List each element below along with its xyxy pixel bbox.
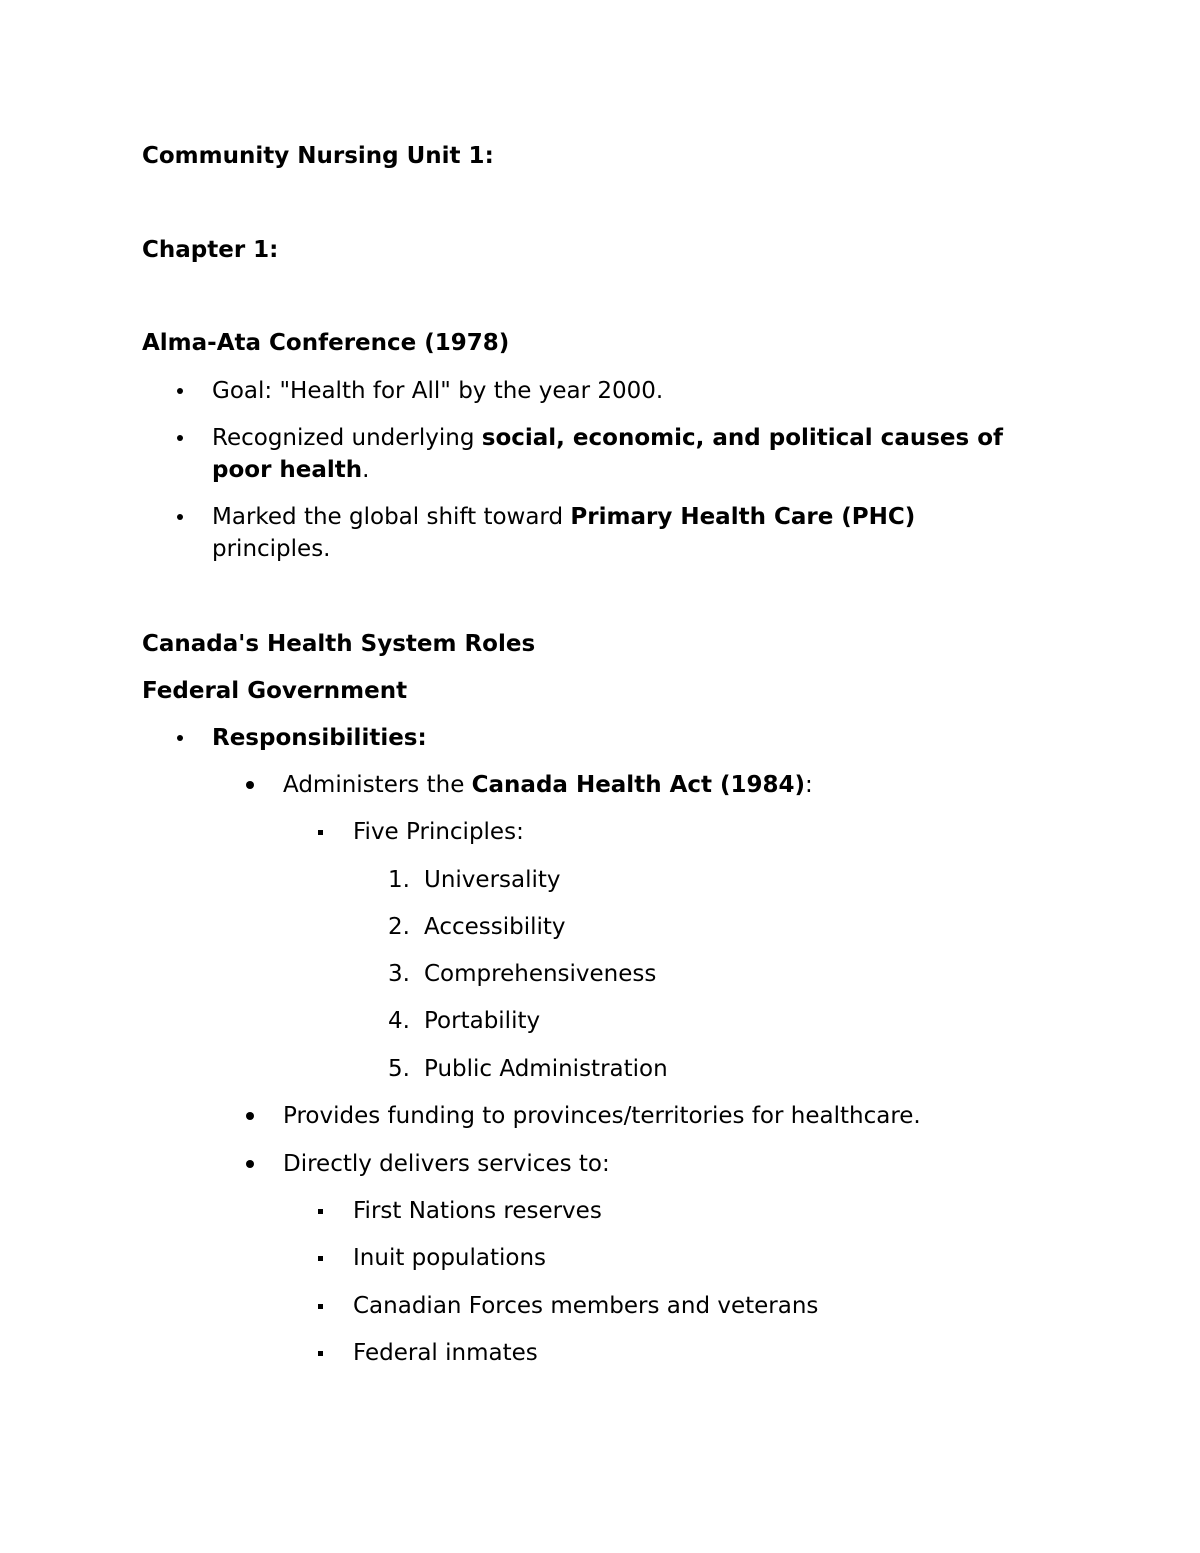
principle-number: 3. bbox=[388, 961, 410, 987]
bullet-dot bbox=[177, 435, 183, 441]
service-group-item: Federal inmates bbox=[353, 1340, 538, 1366]
bullet-square bbox=[318, 1209, 323, 1214]
responsibilities-label: Responsibilities: bbox=[212, 725, 427, 751]
canada-heading: Canada's Health System Roles bbox=[142, 631, 536, 657]
bullet-square bbox=[318, 830, 323, 835]
chapter-heading: Chapter 1: bbox=[142, 237, 279, 263]
bullet-dot bbox=[246, 1160, 254, 1168]
alma-ata-shift-cont: principles. bbox=[212, 536, 331, 562]
alma-ata-goal: Goal: "Health for All" by the year 2000. bbox=[212, 378, 664, 404]
service-group-item: First Nations reserves bbox=[353, 1198, 602, 1224]
principle-item: Comprehensiveness bbox=[424, 961, 657, 987]
alma-ata-recognized-cont: poor health. bbox=[212, 457, 370, 483]
bullet-square bbox=[318, 1304, 323, 1309]
principle-item: Accessibility bbox=[424, 914, 566, 940]
bullet-dot bbox=[177, 514, 183, 520]
principle-item: Universality bbox=[424, 867, 561, 893]
bullet-dot bbox=[177, 388, 183, 394]
principle-number: 1. bbox=[388, 867, 410, 893]
principle-item: Public Administration bbox=[424, 1056, 668, 1082]
bullet-dot bbox=[177, 735, 183, 741]
alma-ata-heading: Alma-Ata Conference (1978) bbox=[142, 330, 510, 356]
alma-ata-shift: Marked the global shift toward Primary Health Care (PHC) bbox=[212, 504, 916, 530]
bullet-dot bbox=[246, 781, 254, 789]
principle-number: 2. bbox=[388, 914, 410, 940]
service-group-item: Inuit populations bbox=[353, 1245, 547, 1271]
document-title: Community Nursing Unit 1: bbox=[142, 143, 494, 169]
bullet-dot bbox=[246, 1112, 254, 1120]
federal-government-heading: Federal Government bbox=[142, 678, 408, 704]
service-group-item: Canadian Forces members and veterans bbox=[353, 1293, 819, 1319]
bullet-square bbox=[318, 1351, 323, 1356]
canada-health-act-item: Administers the Canada Health Act (1984): bbox=[283, 772, 813, 798]
principle-number: 4. bbox=[388, 1008, 410, 1034]
bullet-square bbox=[318, 1256, 323, 1261]
principle-item: Portability bbox=[424, 1008, 541, 1034]
direct-delivery-item: Directly delivers services to: bbox=[283, 1151, 610, 1177]
five-principles-label: Five Principles: bbox=[353, 819, 524, 845]
principle-number: 5. bbox=[388, 1056, 410, 1082]
alma-ata-recognized: Recognized underlying social, economic, and political causes of bbox=[212, 425, 1004, 451]
funding-item: Provides funding to provinces/territories for healthcare. bbox=[283, 1103, 921, 1129]
